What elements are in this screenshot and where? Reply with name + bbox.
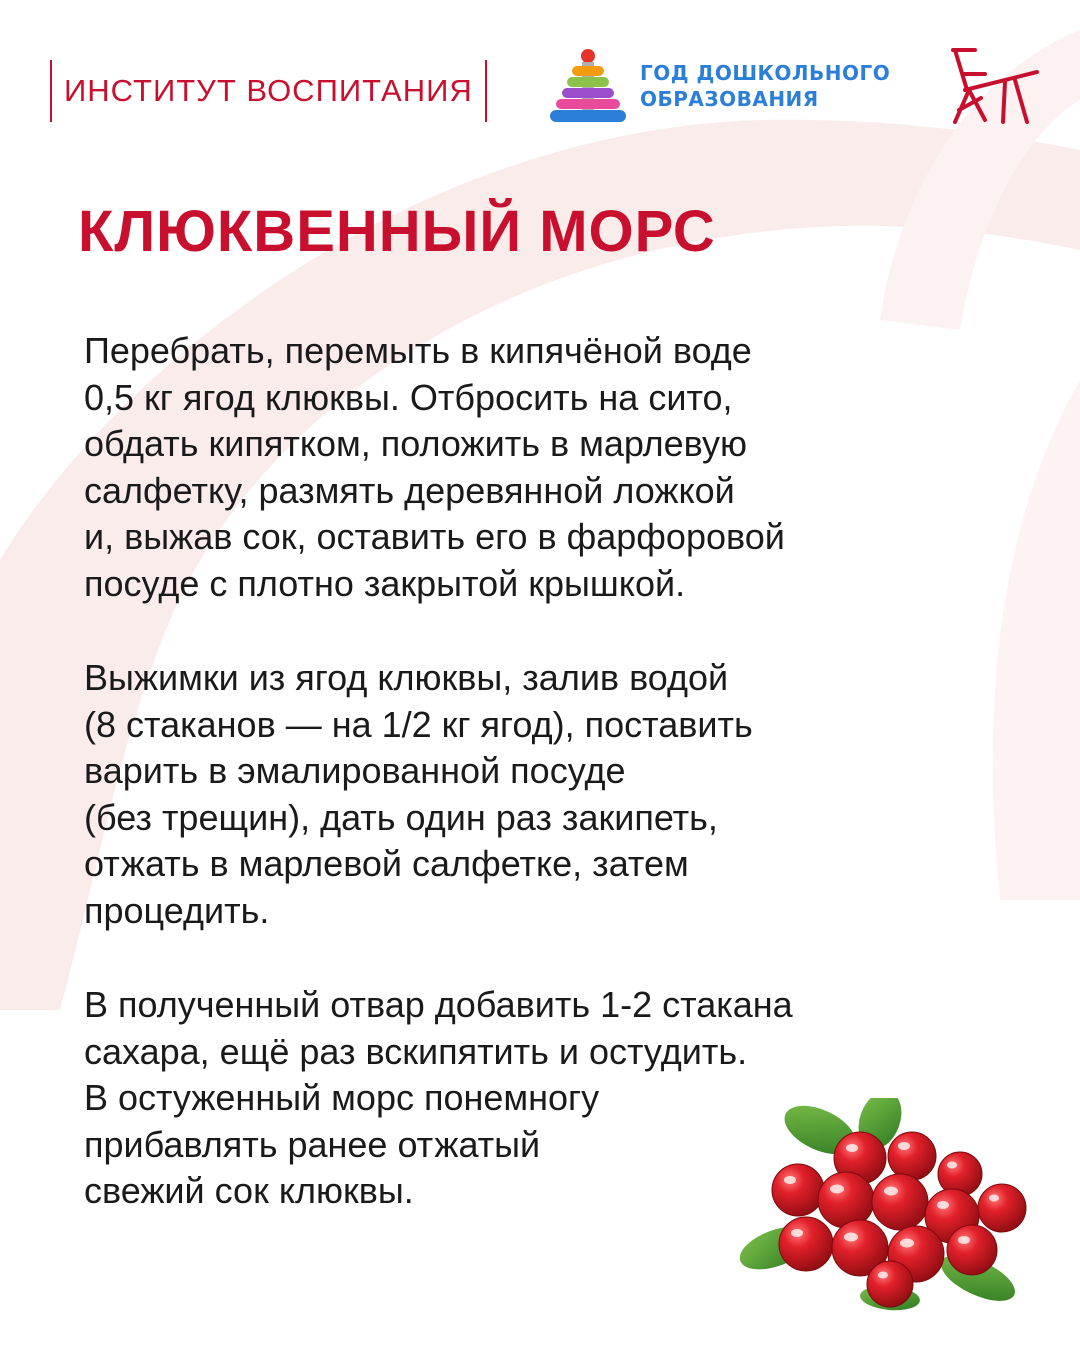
paragraph-3 — [84, 982, 1004, 1215]
text-line: прибавлять ранее отжатый — [84, 1123, 541, 1165]
text-line: 0,5 кг ягод клюквы. Отбросить на сито, — [84, 376, 733, 418]
preschool-year-logo — [640, 60, 930, 112]
text-line: Выжимки из ягод клюквы, залив водой — [84, 657, 729, 698]
paragraph-1 — [84, 328, 1004, 607]
text-line: свежий сок клюквы. — [84, 1170, 414, 1211]
paragraph-2 — [84, 655, 1004, 934]
institute-name: ИНСТИТУТ ВОСПИТАНИЯ — [64, 73, 473, 108]
text-line: (без трещин), дать один раз закипеть, — [84, 796, 718, 838]
text-line: салфетку, размять деревянной ложкой — [84, 469, 735, 511]
text-line: процедить. — [84, 889, 270, 931]
page-title: КЛЮКВЕННЫЙ МОРС — [78, 199, 716, 264]
recipe-text — [84, 328, 1004, 1263]
year-line-2: ОБРАЗОВАНИЯ — [640, 87, 819, 111]
chair-icon — [945, 44, 1041, 126]
year-line-1: ГОД ДОШКОЛЬНОГО — [640, 61, 891, 85]
text-line: обдать кипятком, положить в марлевую — [84, 423, 748, 464]
text-line: отжать в марлевой салфетке, затем — [84, 843, 689, 884]
text-line: и, выжав сок, оставить его в фарфоровой — [84, 516, 785, 557]
page-header — [0, 0, 1080, 150]
text-line: Перебрать, перемыть в кипячёной воде — [84, 330, 752, 371]
text-line: сахара, ещё раз вскипятить и остудить. — [84, 1030, 748, 1072]
text-line: (8 стаканов — на 1/2 кг ягод), поставить — [84, 703, 753, 745]
pyramid-toy-icon — [548, 48, 628, 124]
text-line: В полученный отвар добавить 1-2 стакана — [84, 984, 793, 1025]
text-line: В остуженный морс понемногу — [84, 1077, 600, 1118]
text-line: посуде с плотно закрытой крышкой. — [84, 562, 686, 604]
text-line: варить в эмалированной посуде — [84, 750, 626, 791]
institute-logo — [50, 60, 487, 122]
